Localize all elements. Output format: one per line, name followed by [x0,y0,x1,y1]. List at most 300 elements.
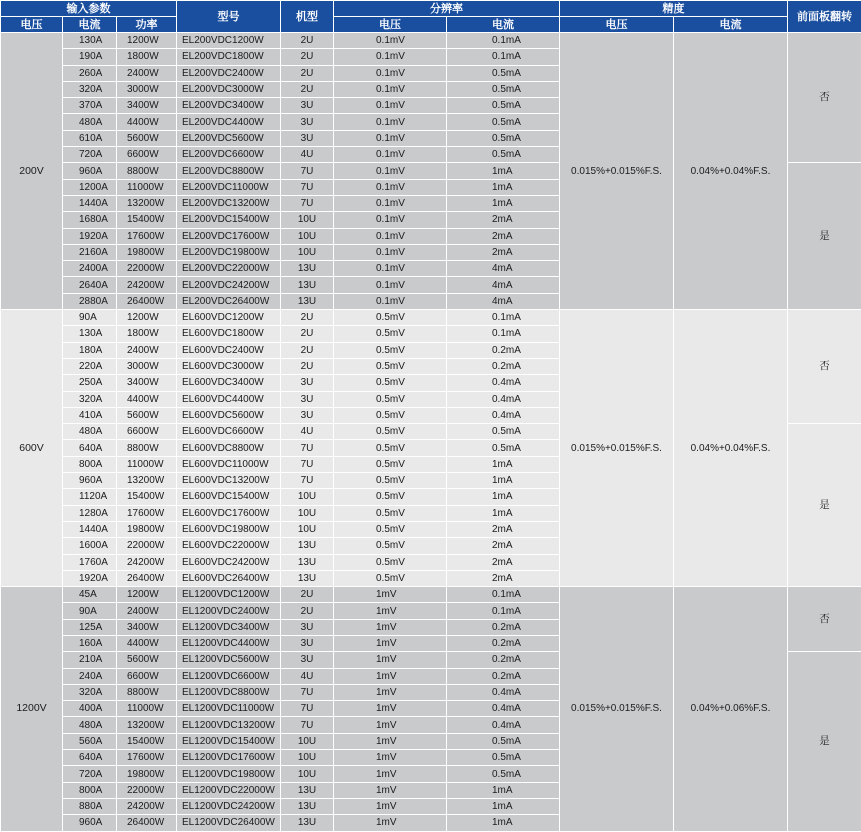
cell-model: EL200VDC22000W [177,261,281,277]
cell-res-voltage: 1mV [334,701,447,717]
cell-chassis: 10U [281,212,334,228]
header-front-flip: 前面板翻转 [788,1,861,33]
cell-chassis: 3U [281,375,334,391]
cell-model: EL200VDC17600W [177,228,281,244]
cell-current: 240A [63,668,117,684]
cell-power: 17600W [117,228,177,244]
cell-power: 3400W [117,375,177,391]
cell-res-current: 0.1mA [447,49,560,65]
cell-current: 220A [63,358,117,374]
cell-power: 24200W [117,277,177,293]
cell-model: EL200VDC24200W [177,277,281,293]
cell-power: 22000W [117,538,177,554]
cell-model: EL200VDC1200W [177,33,281,49]
cell-model: EL1200VDC11000W [177,701,281,717]
cell-chassis: 10U [281,766,334,782]
cell-res-current: 0.4mA [447,701,560,717]
cell-res-current: 0.1mA [447,310,560,326]
cell-res-current: 0.2mA [447,619,560,635]
cell-chassis: 7U [281,195,334,211]
header-voltage: 电压 [1,17,63,33]
cell-chassis: 4U [281,668,334,684]
cell-power: 2400W [117,65,177,81]
cell-res-voltage: 1mV [334,619,447,635]
cell-current: 1280A [63,505,117,521]
cell-res-voltage: 0.5mV [334,440,447,456]
cell-chassis: 13U [281,554,334,570]
cell-res-current: 0.5mA [447,147,560,163]
header-input-params: 输入参数 [1,1,177,17]
cell-model: EL1200VDC5600W [177,652,281,668]
cell-power: 3000W [117,81,177,97]
cell-res-current: 1mA [447,179,560,195]
cell-res-voltage: 0.1mV [334,261,447,277]
cell-current: 640A [63,440,117,456]
cell-current: 480A [63,717,117,733]
cell-chassis: 3U [281,635,334,651]
cell-model: EL600VDC2400W [177,342,281,358]
cell-power: 15400W [117,733,177,749]
cell-chassis: 7U [281,456,334,472]
cell-res-voltage: 0.1mV [334,163,447,179]
cell-res-current: 1mA [447,815,560,831]
cell-current: 130A [63,33,117,49]
cell-power: 15400W [117,212,177,228]
cell-res-voltage: 0.5mV [334,456,447,472]
cell-res-current: 1mA [447,195,560,211]
cell-res-current: 0.2mA [447,652,560,668]
cell-current: 720A [63,766,117,782]
cell-current: 320A [63,684,117,700]
table-header [1,1,861,33]
cell-chassis: 3U [281,98,334,114]
cell-res-voltage: 0.5mV [334,358,447,374]
cell-model: EL1200VDC15400W [177,733,281,749]
cell-current: 610A [63,130,117,146]
cell-model: EL1200VDC19800W [177,766,281,782]
cell-current: 320A [63,81,117,97]
cell-current: 560A [63,733,117,749]
cell-power: 24200W [117,554,177,570]
cell-chassis: 13U [281,261,334,277]
cell-current: 1680A [63,212,117,228]
cell-res-current: 0.5mA [447,766,560,782]
cell-res-current: 0.5mA [447,733,560,749]
cell-res-current: 0.5mA [447,424,560,440]
header-acc-voltage: 电压 [560,17,674,33]
cell-model: EL600VDC6600W [177,424,281,440]
cell-chassis: 2U [281,49,334,65]
cell-power: 4400W [117,114,177,130]
cell-current: 1120A [63,489,117,505]
cell-res-voltage: 1mV [334,668,447,684]
header-chassis: 机型 [281,1,334,33]
cell-res-voltage: 0.1mV [334,228,447,244]
cell-current: 2400A [63,261,117,277]
cell-current: 130A [63,326,117,342]
cell-chassis: 2U [281,326,334,342]
cell-power: 22000W [117,782,177,798]
cell-current: 1200A [63,179,117,195]
cell-chassis: 2U [281,587,334,603]
header-res-current: 电流 [447,17,560,33]
cell-res-current: 2mA [447,570,560,586]
group-acc-current: 0.04%+0.04%F.S. [674,310,788,587]
front-flip-yes: 是 [788,424,861,587]
cell-res-voltage: 0.5mV [334,538,447,554]
cell-res-current: 1mA [447,473,560,489]
cell-model: EL200VDC15400W [177,212,281,228]
table-row [1,33,861,49]
cell-res-voltage: 0.1mV [334,114,447,130]
cell-res-voltage: 0.1mV [334,98,447,114]
cell-res-voltage: 0.5mV [334,473,447,489]
cell-chassis: 7U [281,473,334,489]
group-acc-voltage: 0.015%+0.015%F.S. [560,33,674,310]
cell-res-current: 0.5mA [447,98,560,114]
cell-res-voltage: 0.1mV [334,277,447,293]
cell-model: EL600VDC4400W [177,391,281,407]
cell-model: EL200VDC11000W [177,179,281,195]
cell-res-current: 0.4mA [447,407,560,423]
header-current: 电流 [63,17,117,33]
cell-power: 8800W [117,440,177,456]
cell-current: 260A [63,65,117,81]
cell-model: EL600VDC17600W [177,505,281,521]
cell-res-current: 0.5mA [447,65,560,81]
header-accuracy: 精度 [560,1,788,17]
cell-chassis: 13U [281,782,334,798]
cell-chassis: 10U [281,750,334,766]
cell-chassis: 2U [281,342,334,358]
cell-model: EL1200VDC17600W [177,750,281,766]
cell-current: 2640A [63,277,117,293]
cell-current: 90A [63,603,117,619]
cell-chassis: 13U [281,570,334,586]
cell-power: 19800W [117,521,177,537]
cell-res-voltage: 0.1mV [334,65,447,81]
cell-chassis: 13U [281,293,334,309]
cell-power: 11000W [117,179,177,195]
cell-current: 480A [63,424,117,440]
cell-current: 1920A [63,228,117,244]
cell-current: 370A [63,98,117,114]
front-flip-no: 否 [788,33,861,163]
cell-chassis: 7U [281,717,334,733]
cell-current: 960A [63,473,117,489]
cell-res-current: 4mA [447,277,560,293]
cell-chassis: 10U [281,521,334,537]
cell-model: EL600VDC3400W [177,375,281,391]
cell-model: EL600VDC19800W [177,521,281,537]
front-flip-yes: 是 [788,652,861,831]
cell-res-voltage: 0.1mV [334,293,447,309]
cell-res-current: 0.5mA [447,440,560,456]
cell-res-voltage: 0.1mV [334,147,447,163]
cell-chassis: 3U [281,407,334,423]
cell-res-voltage: 0.5mV [334,505,447,521]
cell-res-voltage: 0.1mV [334,244,447,260]
cell-current: 160A [63,635,117,651]
cell-power: 6600W [117,668,177,684]
cell-model: EL200VDC8800W [177,163,281,179]
cell-power: 2400W [117,603,177,619]
cell-res-voltage: 1mV [334,798,447,814]
cell-res-current: 2mA [447,554,560,570]
cell-res-current: 0.4mA [447,717,560,733]
cell-res-voltage: 0.5mV [334,424,447,440]
cell-power: 26400W [117,815,177,831]
cell-res-voltage: 0.1mV [334,195,447,211]
cell-power: 5600W [117,652,177,668]
cell-current: 1600A [63,538,117,554]
cell-res-voltage: 0.5mV [334,489,447,505]
cell-current: 410A [63,407,117,423]
cell-power: 3000W [117,358,177,374]
cell-model: EL600VDC11000W [177,456,281,472]
cell-power: 8800W [117,684,177,700]
cell-res-voltage: 0.1mV [334,212,447,228]
cell-model: EL600VDC8800W [177,440,281,456]
cell-current: 400A [63,701,117,717]
cell-res-voltage: 0.5mV [334,391,447,407]
cell-current: 2880A [63,293,117,309]
cell-res-voltage: 0.1mV [334,179,447,195]
cell-res-voltage: 0.5mV [334,375,447,391]
cell-model: EL200VDC19800W [177,244,281,260]
cell-chassis: 10U [281,733,334,749]
front-flip-no: 否 [788,310,861,424]
cell-current: 320A [63,391,117,407]
cell-res-voltage: 1mV [334,587,447,603]
cell-power: 1200W [117,310,177,326]
cell-power: 1800W [117,326,177,342]
cell-res-current: 0.2mA [447,342,560,358]
cell-res-voltage: 1mV [334,782,447,798]
cell-power: 5600W [117,407,177,423]
cell-power: 13200W [117,717,177,733]
cell-current: 125A [63,619,117,635]
cell-res-current: 0.5mA [447,750,560,766]
cell-chassis: 7U [281,440,334,456]
cell-chassis: 7U [281,179,334,195]
cell-res-voltage: 0.1mV [334,81,447,97]
cell-chassis: 3U [281,619,334,635]
header-power: 功率 [117,17,177,33]
cell-current: 880A [63,798,117,814]
cell-chassis: 3U [281,114,334,130]
cell-power: 11000W [117,456,177,472]
cell-res-voltage: 1mV [334,717,447,733]
cell-chassis: 13U [281,815,334,831]
cell-current: 800A [63,782,117,798]
cell-current: 45A [63,587,117,603]
cell-current: 1760A [63,554,117,570]
cell-chassis: 10U [281,244,334,260]
cell-current: 1440A [63,521,117,537]
cell-res-voltage: 0.1mV [334,130,447,146]
cell-power: 24200W [117,798,177,814]
header-acc-current: 电流 [674,17,788,33]
cell-model: EL1200VDC2400W [177,603,281,619]
cell-model: EL600VDC3000W [177,358,281,374]
front-flip-yes: 是 [788,163,861,310]
cell-chassis: 2U [281,33,334,49]
cell-model: EL1200VDC26400W [177,815,281,831]
cell-model: EL1200VDC13200W [177,717,281,733]
cell-power: 2400W [117,342,177,358]
cell-res-voltage: 1mV [334,603,447,619]
cell-model: EL600VDC5600W [177,407,281,423]
cell-model: EL600VDC24200W [177,554,281,570]
cell-model: EL600VDC1800W [177,326,281,342]
cell-res-voltage: 0.5mV [334,521,447,537]
cell-chassis: 13U [281,277,334,293]
cell-current: 960A [63,815,117,831]
cell-res-current: 0.4mA [447,684,560,700]
cell-res-current: 0.5mA [447,81,560,97]
cell-res-current: 0.1mA [447,326,560,342]
cell-res-current: 2mA [447,538,560,554]
cell-res-voltage: 0.1mV [334,33,447,49]
cell-model: EL200VDC13200W [177,195,281,211]
cell-model: EL200VDC1800W [177,49,281,65]
cell-power: 5600W [117,130,177,146]
cell-res-current: 0.1mA [447,603,560,619]
cell-power: 6600W [117,147,177,163]
cell-chassis: 7U [281,163,334,179]
cell-res-current: 1mA [447,456,560,472]
cell-current: 640A [63,750,117,766]
cell-model: EL600VDC22000W [177,538,281,554]
cell-res-voltage: 0.5mV [334,554,447,570]
cell-power: 4400W [117,635,177,651]
cell-current: 480A [63,114,117,130]
cell-res-current: 1mA [447,505,560,521]
cell-model: EL600VDC15400W [177,489,281,505]
cell-res-current: 0.4mA [447,375,560,391]
cell-res-current: 0.1mA [447,587,560,603]
cell-power: 3400W [117,619,177,635]
cell-res-voltage: 0.5mV [334,570,447,586]
cell-res-current: 0.2mA [447,635,560,651]
cell-res-voltage: 0.1mV [334,49,447,65]
cell-chassis: 2U [281,603,334,619]
cell-model: EL1200VDC3400W [177,619,281,635]
header-resolution: 分辨率 [334,1,560,17]
cell-power: 15400W [117,489,177,505]
cell-chassis: 10U [281,489,334,505]
cell-res-voltage: 1mV [334,750,447,766]
cell-power: 17600W [117,750,177,766]
cell-power: 8800W [117,163,177,179]
cell-model: EL1200VDC1200W [177,587,281,603]
cell-res-voltage: 1mV [334,684,447,700]
cell-res-current: 0.4mA [447,391,560,407]
cell-res-current: 0.2mA [447,358,560,374]
cell-chassis: 3U [281,652,334,668]
cell-res-voltage: 1mV [334,635,447,651]
cell-current: 720A [63,147,117,163]
cell-power: 13200W [117,195,177,211]
cell-chassis: 2U [281,65,334,81]
group-acc-voltage: 0.015%+0.015%F.S. [560,587,674,831]
cell-power: 1800W [117,49,177,65]
cell-power: 3400W [117,98,177,114]
cell-power: 17600W [117,505,177,521]
cell-chassis: 2U [281,310,334,326]
cell-power: 19800W [117,244,177,260]
group-acc-current: 0.04%+0.04%F.S. [674,33,788,310]
cell-chassis: 2U [281,358,334,374]
cell-res-current: 2mA [447,228,560,244]
cell-res-voltage: 0.5mV [334,310,447,326]
cell-res-current: 4mA [447,293,560,309]
cell-model: EL200VDC6600W [177,147,281,163]
cell-res-voltage: 0.5mV [334,342,447,358]
cell-model: EL1200VDC4400W [177,635,281,651]
cell-res-current: 4mA [447,261,560,277]
group-voltage: 600V [1,310,63,587]
cell-current: 210A [63,652,117,668]
cell-res-current: 2mA [447,244,560,260]
cell-power: 13200W [117,473,177,489]
cell-model: EL200VDC2400W [177,65,281,81]
cell-res-current: 0.5mA [447,130,560,146]
cell-chassis: 7U [281,684,334,700]
cell-chassis: 10U [281,505,334,521]
cell-res-current: 1mA [447,489,560,505]
cell-res-voltage: 1mV [334,652,447,668]
cell-chassis: 13U [281,538,334,554]
cell-model: EL1200VDC8800W [177,684,281,700]
cell-power: 4400W [117,391,177,407]
cell-power: 22000W [117,261,177,277]
cell-model: EL200VDC5600W [177,130,281,146]
group-acc-current: 0.04%+0.06%F.S. [674,587,788,831]
cell-res-voltage: 1mV [334,766,447,782]
cell-model: EL600VDC26400W [177,570,281,586]
cell-chassis: 4U [281,147,334,163]
cell-current: 180A [63,342,117,358]
cell-res-voltage: 1mV [334,815,447,831]
header-model: 型号 [177,1,281,33]
cell-res-current: 0.2mA [447,668,560,684]
cell-model: EL600VDC13200W [177,473,281,489]
cell-res-voltage: 0.5mV [334,407,447,423]
cell-power: 6600W [117,424,177,440]
cell-power: 1200W [117,587,177,603]
table-body [1,33,861,832]
group-voltage: 200V [1,33,63,310]
cell-chassis: 10U [281,228,334,244]
cell-model: EL600VDC1200W [177,310,281,326]
cell-model: EL200VDC3000W [177,81,281,97]
cell-res-current: 1mA [447,782,560,798]
group-voltage: 1200V [1,587,63,831]
cell-res-current: 0.1mA [447,33,560,49]
cell-model: EL1200VDC6600W [177,668,281,684]
front-flip-no: 否 [788,587,861,652]
cell-current: 190A [63,49,117,65]
cell-chassis: 7U [281,701,334,717]
cell-current: 1440A [63,195,117,211]
cell-res-current: 2mA [447,521,560,537]
cell-res-current: 1mA [447,798,560,814]
cell-current: 960A [63,163,117,179]
cell-chassis: 2U [281,81,334,97]
cell-chassis: 13U [281,798,334,814]
